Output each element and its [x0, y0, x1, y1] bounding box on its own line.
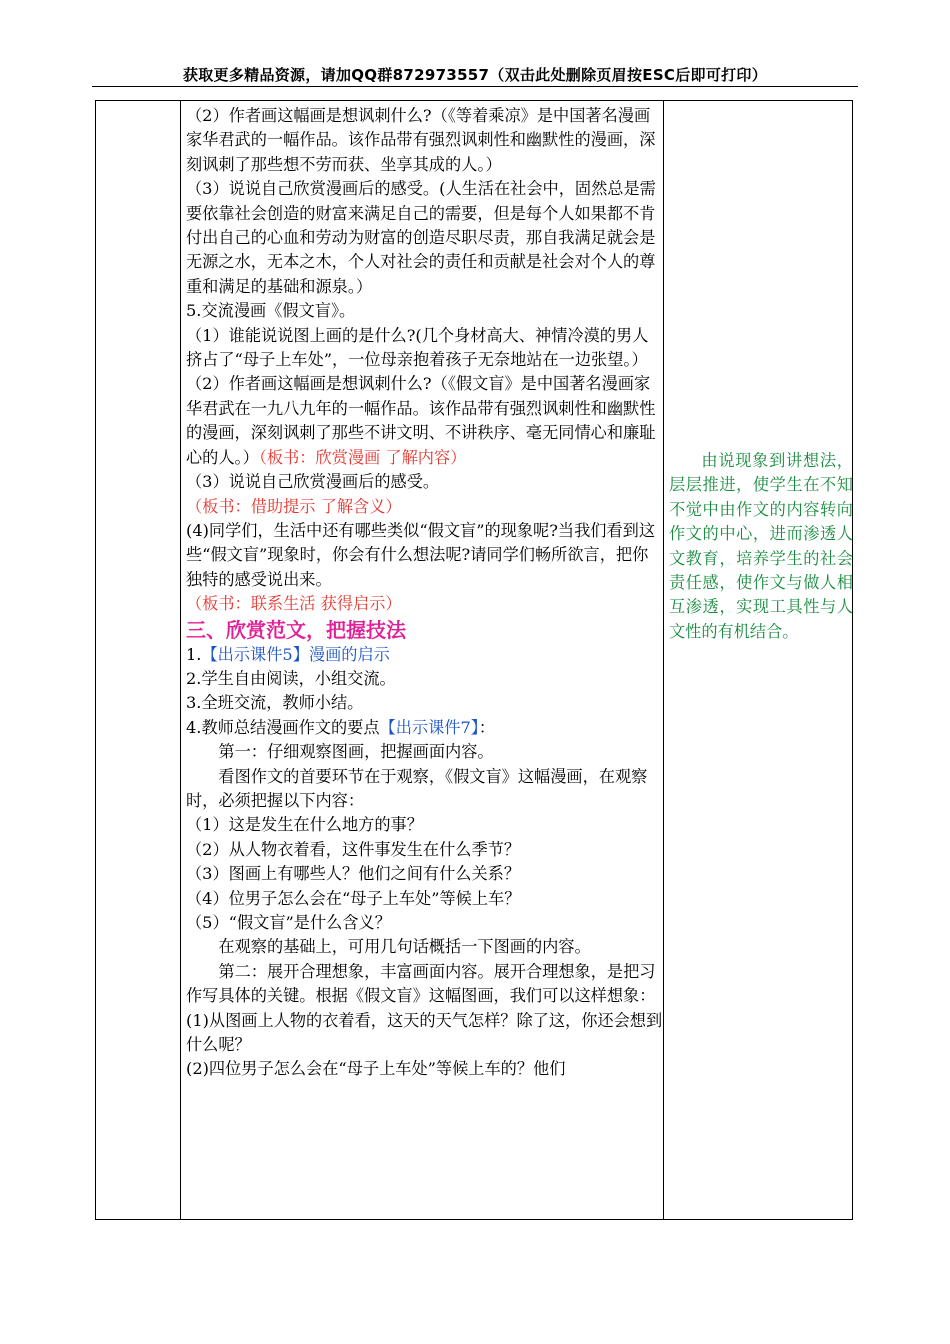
board-note: （板书：欣赏漫画 了解内容）	[258, 447, 467, 467]
section-title: 三、欣赏范文，把握技法	[186, 617, 406, 642]
observation-question: （4）位男子怎么会在“母子上车处”等候上车？	[186, 888, 521, 908]
design-intent-note	[669, 449, 853, 644]
point-1-heading: 第一：仔细观察图画，把握画面内容。	[218, 742, 494, 762]
imagination-question: (1)从图画上人物的衣着看，这天的天气怎样？除了这，你还会想到什么呢？	[186, 1010, 663, 1055]
observation-question: （2）从人物衣着看，这件事发生在什么季节？	[186, 839, 521, 859]
design-note-text: 由说现象到讲想法，层层推进，使学生在不知不觉中由作文的内容转向作文的中心，进而渗透人文教育，培养学生的社会责任感，使作文与做人相互渗透，实现工具性与人文性的有机结合。	[669, 451, 853, 641]
courseware-link: 【出示课件5】	[201, 644, 309, 664]
courseware-link: 【出示课件7】	[379, 717, 479, 737]
column-divider-left	[180, 100, 181, 1220]
step-1	[186, 643, 664, 667]
step-colon: ：	[478, 717, 496, 737]
imagination-question: (2)四位男子怎么会在“母子上车处”等候上车的？他们	[186, 1059, 566, 1079]
paragraph-fake-illiterate-q2	[186, 372, 664, 470]
observation-question: （3）图画上有哪些人？他们之间有什么关系？	[186, 864, 521, 884]
step-2: 2.学生自由阅读，小组交流。	[186, 668, 396, 688]
step-text: 漫画的启示	[308, 644, 390, 664]
point-2-heading: 第二：展开合理想象，丰富画面内容。展开合理想象，是把习作写具体的关键。根据《假文盲》这幅图画，我们可以这样想象：	[186, 961, 656, 1006]
observation-question: （1）这是发生在什么地方的事？	[186, 815, 423, 835]
paragraph-fake-illiterate-q1: （1）谁能说说图上画的是什么?(几个身材高大、神情冷漠的男人挤占了“母子上车处”，一位母亲抱着孩子无奈地站在一边张望。）	[186, 325, 649, 370]
step-3: 3.全班交流，教师小结。	[186, 693, 364, 713]
paragraph-q3-feelings: （3）说说自己欣赏漫画后的感受。(人生活在社会中，固然总是需要依靠社会创造的财富来满足自己的需要，但是每个人如果都不肯付出自己的心血和劳动为财富的创造尽职尽责，那自我满足就会是无源之水，无本之木，个人对社会的责任和贡献是社会对个人的尊重和满足的基础和源泉。）	[186, 179, 656, 296]
point-1-summary: 在观察的基础上，可用几句话概括一下图画的内容。	[218, 937, 591, 957]
paragraph-fake-illiterate-q4: (4)同学们，生活中还有哪些类似“假文盲”的现象呢?当我们看到这些“假文盲”现象时，你会有什么想法呢?请同学们畅所欲言，把你独特的感受说出来。	[186, 520, 656, 589]
paragraph-step5: 5.交流漫画《假文盲》。	[186, 301, 356, 321]
observation-question: （5）“假文盲”是什么含义？	[186, 913, 391, 932]
paragraph-q2-satire: （2）作者画这幅画是想讽刺什么?（《等着乘凉》是中国著名漫画家华君武的一幅作品。该作品带有强烈讽刺性和幽默性的漫画，深刻讽刺了那些想不劳而获、坐享其成的人。）	[186, 106, 656, 174]
step-4	[186, 716, 664, 740]
point-1-body: 看图作文的首要环节在于观察，《假文盲》这幅漫画，在观察时，必须把握以下内容：	[186, 766, 648, 810]
paragraph-fake-illiterate-q3: （3）说说自己欣赏漫画后的感受。	[186, 472, 440, 492]
paragraph-text: （2）作者画这幅画是想讽刺什么?（《假文盲》是中国著名漫画家华君武在一九八九年的一幅作品。该作品带有强烈讽刺性和幽默性的漫画，深刻讽刺了那些不讲文明、不讲秩序、毫无同情心和廉耻心的人。）	[186, 374, 656, 467]
board-note: （板书：联系生活 获得启示）	[186, 594, 402, 614]
step-number: 1.	[186, 644, 202, 664]
step-text: 4.教师总结漫画作文的要点	[186, 717, 380, 737]
lesson-content	[186, 104, 664, 1218]
header-rule	[92, 86, 858, 87]
page-header: 获取更多精品资源，请加QQ群872973557（双击此处删除页眉按ESC后即可打印）	[182, 66, 768, 84]
board-note: （板书：借助提示 了解含义）	[186, 496, 402, 516]
